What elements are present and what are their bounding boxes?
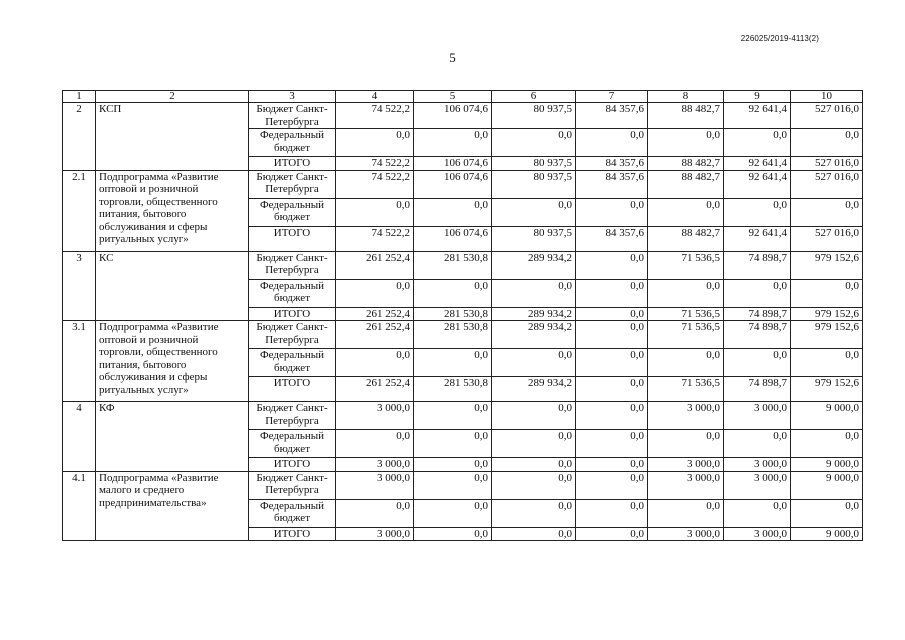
total-label: ИТОГО xyxy=(249,157,336,171)
amount-cell: 71 536,5 xyxy=(648,321,724,349)
row-code: 4 xyxy=(63,402,96,472)
amount-cell: 289 934,2 xyxy=(492,307,576,321)
program-name: Подпрограмма «Развитие малого и среднего предпринимательства» xyxy=(96,471,249,541)
amount-cell: 9 000,0 xyxy=(791,402,863,430)
amount-cell: 0,0 xyxy=(724,279,791,307)
amount-cell: 0,0 xyxy=(724,430,791,458)
funding-source: Федеральный бюджет xyxy=(249,349,336,377)
amount-cell: 0,0 xyxy=(414,527,492,541)
header-row xyxy=(63,91,863,103)
row-code: 3 xyxy=(63,251,96,321)
amount-cell: 0,0 xyxy=(791,430,863,458)
amount-cell: 261 252,4 xyxy=(336,251,414,279)
amount-cell: 3 000,0 xyxy=(648,458,724,472)
funding-source: Федеральный бюджет xyxy=(249,129,336,157)
table-row xyxy=(63,103,863,129)
amount-cell: 0,0 xyxy=(724,349,791,377)
amount-cell: 0,0 xyxy=(492,430,576,458)
amount-cell: 0,0 xyxy=(336,499,414,527)
amount-cell: 106 074,6 xyxy=(414,157,492,171)
amount-cell: 289 934,2 xyxy=(492,251,576,279)
amount-cell: 0,0 xyxy=(648,349,724,377)
amount-cell: 0,0 xyxy=(336,430,414,458)
amount-cell: 527 016,0 xyxy=(791,226,863,251)
amount-cell: 0,0 xyxy=(414,458,492,472)
amount-cell: 71 536,5 xyxy=(648,251,724,279)
amount-cell: 0,0 xyxy=(492,198,576,226)
amount-cell: 289 934,2 xyxy=(492,321,576,349)
funding-source: Федеральный бюджет xyxy=(249,499,336,527)
amount-cell: 281 530,8 xyxy=(414,307,492,321)
amount-cell: 289 934,2 xyxy=(492,377,576,402)
amount-cell: 0,0 xyxy=(336,129,414,157)
amount-cell: 0,0 xyxy=(492,349,576,377)
amount-cell: 0,0 xyxy=(336,349,414,377)
funding-source: Федеральный бюджет xyxy=(249,198,336,226)
amount-cell: 0,0 xyxy=(492,279,576,307)
header-cell: 7 xyxy=(576,91,648,103)
amount-cell: 0,0 xyxy=(576,458,648,472)
amount-cell: 84 357,6 xyxy=(576,103,648,129)
amount-cell: 0,0 xyxy=(492,471,576,499)
amount-cell: 71 536,5 xyxy=(648,377,724,402)
total-label: ИТОГО xyxy=(249,307,336,321)
funding-source: Бюджет Санкт-Петербурга xyxy=(249,321,336,349)
amount-cell: 0,0 xyxy=(791,349,863,377)
amount-cell: 0,0 xyxy=(648,499,724,527)
amount-cell: 92 641,4 xyxy=(724,103,791,129)
amount-cell: 261 252,4 xyxy=(336,307,414,321)
total-label: ИТОГО xyxy=(249,377,336,402)
amount-cell: 979 152,6 xyxy=(791,377,863,402)
amount-cell: 0,0 xyxy=(576,198,648,226)
amount-cell: 74 522,2 xyxy=(336,226,414,251)
amount-cell: 0,0 xyxy=(791,279,863,307)
header-cell: 9 xyxy=(724,91,791,103)
amount-cell: 0,0 xyxy=(492,458,576,472)
amount-cell: 106 074,6 xyxy=(414,226,492,251)
amount-cell: 0,0 xyxy=(414,402,492,430)
amount-cell: 3 000,0 xyxy=(724,458,791,472)
amount-cell: 0,0 xyxy=(648,198,724,226)
amount-cell: 71 536,5 xyxy=(648,307,724,321)
amount-cell: 0,0 xyxy=(414,279,492,307)
amount-cell: 0,0 xyxy=(492,527,576,541)
header-cell: 4 xyxy=(336,91,414,103)
amount-cell: 0,0 xyxy=(576,430,648,458)
program-name: КФ xyxy=(96,402,249,472)
amount-cell: 0,0 xyxy=(414,129,492,157)
table-row xyxy=(63,170,863,198)
header-cell: 2 xyxy=(96,91,249,103)
amount-cell: 0,0 xyxy=(724,499,791,527)
document-id: 226025/2019-4113(2) xyxy=(740,34,819,43)
amount-cell: 3 000,0 xyxy=(336,527,414,541)
row-code: 3.1 xyxy=(63,321,96,402)
amount-cell: 9 000,0 xyxy=(791,527,863,541)
amount-cell: 0,0 xyxy=(576,402,648,430)
amount-cell: 0,0 xyxy=(492,129,576,157)
program-name: КС xyxy=(96,251,249,321)
program-name: Подпрограмма «Развитие оптовой и розничной торговли, общественного питания, бытового обслуживания и сферы ритуальных услуг» xyxy=(96,170,249,251)
total-label: ИТОГО xyxy=(249,527,336,541)
amount-cell: 3 000,0 xyxy=(336,458,414,472)
amount-cell: 88 482,7 xyxy=(648,103,724,129)
amount-cell: 74 898,7 xyxy=(724,251,791,279)
amount-cell: 979 152,6 xyxy=(791,251,863,279)
amount-cell: 80 937,5 xyxy=(492,226,576,251)
total-label: ИТОГО xyxy=(249,226,336,251)
amount-cell: 0,0 xyxy=(414,198,492,226)
amount-cell: 0,0 xyxy=(576,279,648,307)
amount-cell: 3 000,0 xyxy=(336,471,414,499)
amount-cell: 281 530,8 xyxy=(414,251,492,279)
header-cell: 8 xyxy=(648,91,724,103)
amount-cell: 3 000,0 xyxy=(648,402,724,430)
header-cell: 10 xyxy=(791,91,863,103)
header-cell: 6 xyxy=(492,91,576,103)
amount-cell: 0,0 xyxy=(492,402,576,430)
amount-cell: 0,0 xyxy=(576,471,648,499)
table-row xyxy=(63,251,863,279)
funding-source: Федеральный бюджет xyxy=(249,279,336,307)
amount-cell: 0,0 xyxy=(576,321,648,349)
amount-cell: 3 000,0 xyxy=(648,471,724,499)
amount-cell: 9 000,0 xyxy=(791,471,863,499)
amount-cell: 80 937,5 xyxy=(492,103,576,129)
amount-cell: 74 522,2 xyxy=(336,103,414,129)
amount-cell: 0,0 xyxy=(648,129,724,157)
row-code: 4.1 xyxy=(63,471,96,541)
amount-cell: 0,0 xyxy=(724,129,791,157)
amount-cell: 74 522,2 xyxy=(336,170,414,198)
row-code: 2 xyxy=(63,103,96,171)
amount-cell: 0,0 xyxy=(414,430,492,458)
program-name: Подпрограмма «Развитие оптовой и розничной торговли, общественного питания, бытового обслуживания и сферы ритуальных услуг» xyxy=(96,321,249,402)
amount-cell: 0,0 xyxy=(576,307,648,321)
amount-cell: 3 000,0 xyxy=(724,471,791,499)
header-cell: 5 xyxy=(414,91,492,103)
amount-cell: 80 937,5 xyxy=(492,157,576,171)
amount-cell: 106 074,6 xyxy=(414,103,492,129)
amount-cell: 3 000,0 xyxy=(336,402,414,430)
amount-cell: 106 074,6 xyxy=(414,170,492,198)
amount-cell: 3 000,0 xyxy=(648,527,724,541)
amount-cell: 84 357,6 xyxy=(576,170,648,198)
funding-source: Бюджет Санкт-Петербурга xyxy=(249,402,336,430)
amount-cell: 281 530,8 xyxy=(414,321,492,349)
page-number: 5 xyxy=(449,50,456,65)
amount-cell: 261 252,4 xyxy=(336,377,414,402)
amount-cell: 74 898,7 xyxy=(724,307,791,321)
table-row xyxy=(63,402,863,430)
amount-cell: 3 000,0 xyxy=(724,527,791,541)
amount-cell: 979 152,6 xyxy=(791,307,863,321)
program-name: КСП xyxy=(96,103,249,171)
budget-table xyxy=(62,90,863,541)
amount-cell: 84 357,6 xyxy=(576,157,648,171)
amount-cell: 0,0 xyxy=(791,198,863,226)
amount-cell: 84 357,6 xyxy=(576,226,648,251)
amount-cell: 74 522,2 xyxy=(336,157,414,171)
amount-cell: 0,0 xyxy=(414,349,492,377)
amount-cell: 3 000,0 xyxy=(724,402,791,430)
amount-cell: 0,0 xyxy=(648,279,724,307)
amount-cell: 281 530,8 xyxy=(414,377,492,402)
amount-cell: 0,0 xyxy=(492,499,576,527)
amount-cell: 88 482,7 xyxy=(648,226,724,251)
amount-cell: 88 482,7 xyxy=(648,170,724,198)
amount-cell: 74 898,7 xyxy=(724,377,791,402)
amount-cell: 0,0 xyxy=(576,527,648,541)
total-label: ИТОГО xyxy=(249,458,336,472)
amount-cell: 92 641,4 xyxy=(724,226,791,251)
amount-cell: 0,0 xyxy=(576,377,648,402)
amount-cell: 0,0 xyxy=(576,499,648,527)
header-cell: 3 xyxy=(249,91,336,103)
amount-cell: 0,0 xyxy=(724,198,791,226)
amount-cell: 0,0 xyxy=(414,471,492,499)
amount-cell: 0,0 xyxy=(414,499,492,527)
amount-cell: 80 937,5 xyxy=(492,170,576,198)
amount-cell: 0,0 xyxy=(648,430,724,458)
amount-cell: 0,0 xyxy=(336,279,414,307)
amount-cell: 527 016,0 xyxy=(791,157,863,171)
row-code: 2.1 xyxy=(63,170,96,251)
table-row xyxy=(63,321,863,349)
amount-cell: 9 000,0 xyxy=(791,458,863,472)
amount-cell: 527 016,0 xyxy=(791,170,863,198)
table-row xyxy=(63,471,863,499)
amount-cell: 527 016,0 xyxy=(791,103,863,129)
amount-cell: 0,0 xyxy=(791,129,863,157)
amount-cell: 74 898,7 xyxy=(724,321,791,349)
amount-cell: 0,0 xyxy=(576,129,648,157)
amount-cell: 88 482,7 xyxy=(648,157,724,171)
funding-source: Бюджет Санкт-Петербурга xyxy=(249,103,336,129)
amount-cell: 0,0 xyxy=(791,499,863,527)
amount-cell: 92 641,4 xyxy=(724,170,791,198)
funding-source: Бюджет Санкт-Петербурга xyxy=(249,251,336,279)
funding-source: Бюджет Санкт-Петербурга xyxy=(249,170,336,198)
funding-source: Бюджет Санкт-Петербурга xyxy=(249,471,336,499)
amount-cell: 92 641,4 xyxy=(724,157,791,171)
amount-cell: 0,0 xyxy=(336,198,414,226)
amount-cell: 0,0 xyxy=(576,349,648,377)
amount-cell: 0,0 xyxy=(576,251,648,279)
funding-source: Федеральный бюджет xyxy=(249,430,336,458)
amount-cell: 261 252,4 xyxy=(336,321,414,349)
amount-cell: 979 152,6 xyxy=(791,321,863,349)
header-cell: 1 xyxy=(63,91,96,103)
